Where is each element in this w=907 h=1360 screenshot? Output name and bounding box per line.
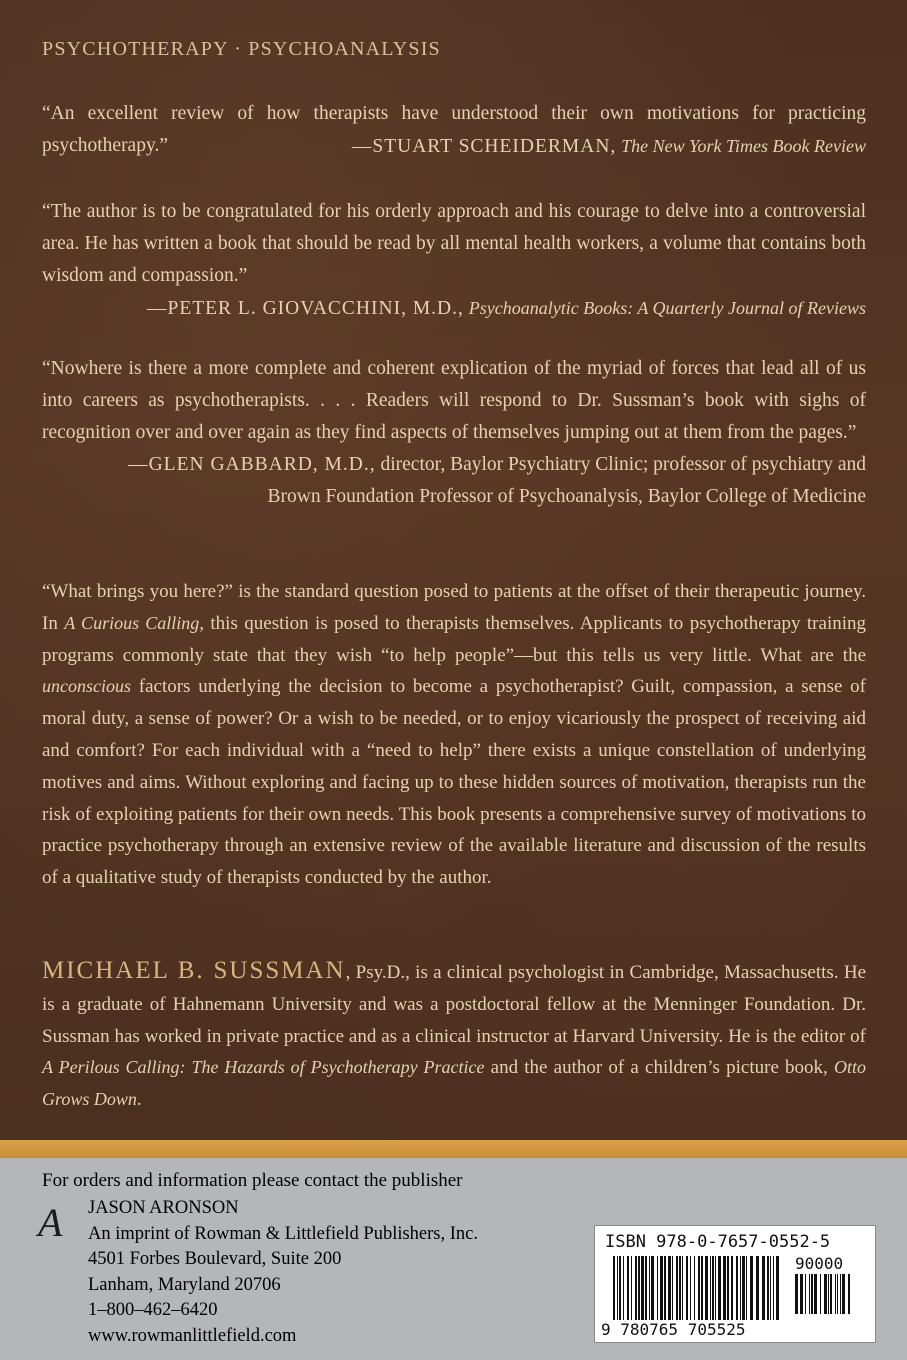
book-description (42, 576, 866, 894)
review-quote-3 (42, 353, 866, 513)
quote-text: “The author is to be congratulated for his orderly approach and his courage to delve into a controversial area. He has written a book that should be read by all mental health workers, a volume that contains both wisdom and compassion.” (42, 201, 866, 286)
publisher-name: JASON ARONSON (88, 1198, 239, 1218)
barcode-bar (668, 1256, 671, 1320)
barcode-bar (756, 1256, 759, 1320)
publisher-address (88, 1196, 478, 1349)
contact-heading: For orders and information please contact the publisher (42, 1170, 463, 1191)
quote-source-line-2: Brown Foundation Professor of Psychoanalysis, Baylor College of Medicine (267, 486, 866, 507)
publisher-logo-icon: A (38, 1200, 63, 1245)
barcode-bar (718, 1256, 721, 1320)
barcode-bar (712, 1256, 714, 1320)
barcode-bars-icon (613, 1256, 783, 1320)
barcode-bar (746, 1256, 747, 1320)
quote-author: —PETER L. GIOVACCHINI, M.D., (146, 298, 464, 319)
barcode-bar (809, 1274, 810, 1314)
isbn-label: ISBN 978-0-7657-0552-5 (605, 1232, 831, 1252)
book-title: Otto Grows Down (42, 1057, 867, 1110)
barcode-bar (651, 1256, 654, 1320)
barcode-bar (824, 1274, 827, 1314)
description-text: factors underlying the decision to become a psychotherapist? Guilt, compassion, a sense of moral duty, a sense of power? Or a wish to be needed, or to enjoy vicariously the prospect of receiving aid and comfort? For each individual with a “need to help” there exists a unique constellation of underlying motives and aims. Without exploring and facing up to these hidden sources of motivation, therapists run the risk of exploiting patients for their own needs. This book presents a comprehensive survey of motivations to practice psychotherapy through an extensive review of the available literature and discussion of the results of a qualitative study of therapists conducted by the author. (42, 676, 866, 889)
barcode-bar (705, 1256, 708, 1320)
barcode-bar (800, 1274, 803, 1314)
barcode-bar (694, 1256, 695, 1320)
barcode-bar (776, 1256, 779, 1320)
review-quote-1 (42, 98, 866, 163)
barcode-bar (617, 1256, 618, 1320)
bio-text: is a clinical psychologist in Cambridge, Massachusetts. He is a graduate of Hahnemann University and was a postdoctoral fellow at the Menninger Foundation. Dr. Sussman has worked in private practice and as a clinical instructor at Harvard University. He is the editor of (42, 962, 866, 1047)
bio-text: and the author of a children’s picture book, (484, 1057, 834, 1079)
barcode-bar (828, 1274, 829, 1314)
barcode-bar (701, 1256, 703, 1320)
barcode-bar (715, 1256, 716, 1320)
quote-text: “Nowhere is there a more complete and coherent explication of the myriad of forces that lead all of us into careers as psychotherapists. . . . Readers will respond to Dr. Sussman’s book with sighs of recognition over and over again as they find aspects of themselves jumping out at them from the pages.” (42, 358, 866, 443)
barcode-bar (657, 1256, 658, 1320)
barcode-bar (676, 1256, 678, 1320)
author-degree: , Psy.D., (345, 962, 410, 983)
barcode-bar (795, 1274, 798, 1314)
quote-attribution (42, 292, 866, 325)
category-label: PSYCHOTHERAPY · PSYCHOANALYSIS (42, 38, 441, 60)
barcode-bar (635, 1256, 637, 1320)
price-barcode-icon (795, 1274, 859, 1334)
barcode-bar (820, 1274, 821, 1314)
publisher-street: 4501 Forbes Boulevard, Suite 200 (88, 1249, 342, 1269)
barcode-bar (848, 1274, 850, 1314)
barcode-bar (814, 1274, 817, 1314)
quote-source: director, Baylor Psychiatry Clinic; professor of psychiatry and (380, 454, 866, 475)
barcode-bar (767, 1256, 769, 1320)
barcode-bar (638, 1256, 640, 1320)
isbn-barcode (594, 1225, 876, 1343)
barcode-bar (811, 1274, 813, 1314)
barcode-bar (731, 1256, 733, 1320)
quote-text: “An excellent review of how therapists have understood their own motivations for practicing psychotherapy.” (42, 103, 866, 156)
barcode-bar (627, 1256, 629, 1320)
emphasis-text: unconscious (42, 676, 131, 697)
publisher-phone: 1–800–462–6420 (88, 1300, 218, 1320)
publisher-website: www.rowmanlittlefield.com (88, 1325, 297, 1346)
barcode-bar (649, 1256, 650, 1320)
book-title: A Curious Calling (64, 612, 200, 633)
barcode-bar (641, 1256, 644, 1320)
barcode-bar (672, 1256, 673, 1320)
barcode-bar (619, 1256, 621, 1320)
barcode-bar (660, 1256, 663, 1320)
barcode-bar (736, 1256, 738, 1320)
author-bio (42, 955, 866, 1116)
barcode-bar (613, 1256, 615, 1320)
barcode-bar (770, 1256, 771, 1320)
barcode-bar (742, 1256, 745, 1320)
quote-source: The New York Times Book Review (621, 136, 866, 156)
quote-author: —STUART SCHEIDERMAN, (351, 136, 617, 157)
barcode-bar (740, 1256, 741, 1320)
barcode-bar (835, 1274, 836, 1314)
barcode-bar (682, 1256, 683, 1320)
barcode-bar (773, 1256, 774, 1320)
barcode-bar (623, 1256, 624, 1320)
barcode-bar (664, 1256, 666, 1320)
barcode-bar (710, 1256, 711, 1320)
barcode-bar (723, 1256, 726, 1320)
price-code: 90000 (795, 1254, 844, 1273)
quote-attribution (42, 449, 866, 481)
barcode-bar (762, 1256, 765, 1320)
barcode-bar (837, 1274, 838, 1314)
barcode-bar (645, 1256, 647, 1320)
barcode-bar (686, 1256, 688, 1320)
review-quote-2 (42, 196, 866, 325)
gold-divider-band (0, 1140, 907, 1158)
description-text: , this question is posed to therapists themselves. Applicants to psychotherapy training programs commonly state that they wish “to help people”—but this tells us very little. What are the (42, 612, 866, 666)
barcode-bar (840, 1274, 841, 1314)
bio-text: . (136, 1089, 142, 1111)
barcode-bar (698, 1256, 700, 1320)
barcode-bar (842, 1274, 845, 1314)
book-title: A Perilous Calling: The Hazards of Psychotherapy Practice (42, 1057, 485, 1078)
publisher-city: Lanham, Maryland 20706 (88, 1274, 281, 1295)
quote-attribution (352, 130, 866, 163)
publisher-imprint: An imprint of Rowman & Littlefield Publishers, Inc. (88, 1223, 478, 1244)
barcode-bar (679, 1256, 681, 1320)
barcode-bar (805, 1274, 806, 1314)
barcode-bar (631, 1256, 632, 1320)
barcode-bar (690, 1256, 691, 1320)
ean-number: 9 780765 705525 (601, 1320, 746, 1339)
author-name: MICHAEL B. SUSSMAN (42, 957, 346, 984)
barcode-bar (727, 1256, 729, 1320)
barcode-bar (830, 1274, 832, 1314)
quote-author: —GLEN GABBARD, M.D., (128, 454, 376, 475)
barcode-bar (750, 1256, 753, 1320)
description-text: “What brings you here?” is the standard question posed to patients at the offset of their therapeutic journey. In (42, 581, 866, 634)
quote-source: Psychoanalytic Books: A Quarterly Journal of Reviews (468, 298, 866, 318)
